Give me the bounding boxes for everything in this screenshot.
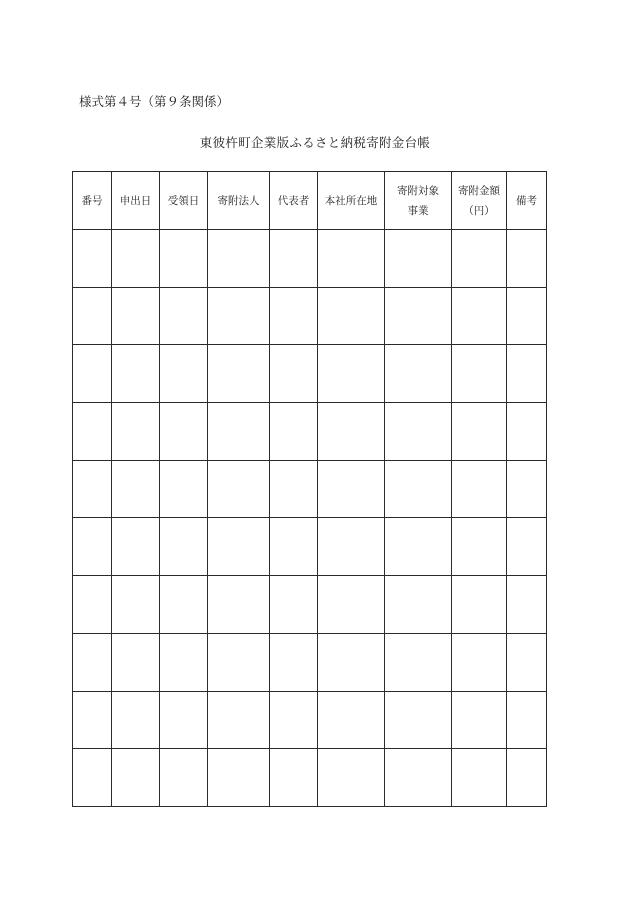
table-cell bbox=[208, 460, 270, 518]
table-cell bbox=[270, 576, 318, 634]
table-row bbox=[73, 576, 547, 634]
table-cell bbox=[507, 749, 547, 807]
column-header-label: 本社所在地 bbox=[324, 194, 378, 207]
table-cell bbox=[270, 230, 318, 288]
table-cell bbox=[208, 403, 270, 461]
table-row bbox=[73, 230, 547, 288]
column-header bbox=[270, 172, 318, 230]
table-cell bbox=[160, 230, 208, 288]
table-cell bbox=[452, 576, 507, 634]
table-cell bbox=[160, 633, 208, 691]
table-cell bbox=[208, 633, 270, 691]
table-cell bbox=[160, 460, 208, 518]
table-cell bbox=[73, 633, 112, 691]
table-cell bbox=[452, 403, 507, 461]
column-header bbox=[385, 172, 452, 230]
table-cell bbox=[318, 749, 385, 807]
table-cell bbox=[507, 230, 547, 288]
table-cell bbox=[318, 460, 385, 518]
table-cell bbox=[318, 633, 385, 691]
table-cell bbox=[270, 345, 318, 403]
table-cell bbox=[160, 691, 208, 749]
table-row bbox=[73, 345, 547, 403]
column-header-label: 寄附金額 bbox=[458, 184, 500, 197]
table-cell bbox=[385, 633, 452, 691]
table-cell bbox=[112, 633, 160, 691]
table-cell bbox=[385, 230, 452, 288]
table-cell bbox=[318, 403, 385, 461]
column-header-label: 番号 bbox=[81, 194, 103, 207]
table-row bbox=[73, 633, 547, 691]
table-cell bbox=[452, 749, 507, 807]
table-cell bbox=[112, 518, 160, 576]
table-cell bbox=[452, 633, 507, 691]
column-header-label: 備考 bbox=[516, 194, 537, 207]
table-cell bbox=[385, 691, 452, 749]
table-cell bbox=[160, 287, 208, 345]
table-cell bbox=[112, 403, 160, 461]
table-cell bbox=[385, 287, 452, 345]
table-cell bbox=[385, 576, 452, 634]
table-cell bbox=[73, 403, 112, 461]
table-cell bbox=[112, 287, 160, 345]
column-header-label: 申出日 bbox=[119, 194, 152, 207]
table-cell bbox=[160, 576, 208, 634]
table-cell bbox=[208, 345, 270, 403]
table-cell bbox=[318, 691, 385, 749]
table-cell bbox=[112, 345, 160, 403]
table-cell bbox=[208, 576, 270, 634]
table-cell bbox=[270, 460, 318, 518]
table-cell bbox=[452, 691, 507, 749]
table-row bbox=[73, 403, 547, 461]
page-title: 東彼杵町企業版ふるさと納税寄附金台帳 bbox=[199, 135, 431, 150]
table-cell bbox=[318, 345, 385, 403]
table-cell bbox=[270, 403, 318, 461]
column-header-label: 代表者 bbox=[277, 194, 310, 207]
table-cell bbox=[507, 403, 547, 461]
table-cell bbox=[385, 403, 452, 461]
table-cell bbox=[318, 518, 385, 576]
table-cell bbox=[270, 691, 318, 749]
table-cell bbox=[507, 460, 547, 518]
column-header bbox=[318, 172, 385, 230]
table-cell bbox=[73, 576, 112, 634]
table-cell bbox=[160, 749, 208, 807]
table-cell bbox=[318, 230, 385, 288]
table-cell bbox=[385, 345, 452, 403]
table-cell bbox=[318, 287, 385, 345]
form-number: 様式第４号（第９条関係） bbox=[79, 94, 230, 109]
table-cell bbox=[208, 749, 270, 807]
table-row bbox=[73, 749, 547, 807]
table-cell bbox=[112, 749, 160, 807]
table-cell bbox=[112, 230, 160, 288]
table-row bbox=[73, 518, 547, 576]
table-cell bbox=[73, 749, 112, 807]
table-cell bbox=[452, 287, 507, 345]
column-header bbox=[507, 172, 547, 230]
table-cell bbox=[160, 345, 208, 403]
table-header-row bbox=[73, 172, 547, 230]
column-header bbox=[112, 172, 160, 230]
table-row bbox=[73, 287, 547, 345]
table-cell bbox=[73, 287, 112, 345]
table-cell bbox=[452, 518, 507, 576]
table-cell bbox=[112, 691, 160, 749]
column-header bbox=[208, 172, 270, 230]
table-cell bbox=[160, 518, 208, 576]
table-cell bbox=[507, 576, 547, 634]
table-cell bbox=[73, 518, 112, 576]
column-header-label: 寄附対象 bbox=[397, 184, 439, 197]
column-header-label: 事業 bbox=[407, 204, 429, 217]
column-header bbox=[73, 172, 112, 230]
table-cell bbox=[507, 691, 547, 749]
table-cell bbox=[507, 287, 547, 345]
table-cell bbox=[208, 518, 270, 576]
column-header-label: （円） bbox=[463, 204, 495, 217]
table-cell bbox=[160, 403, 208, 461]
table-cell bbox=[112, 576, 160, 634]
table-cell bbox=[73, 691, 112, 749]
table-cell bbox=[208, 691, 270, 749]
column-header bbox=[452, 172, 507, 230]
table-cell bbox=[208, 287, 270, 345]
table-row bbox=[73, 460, 547, 518]
table-cell bbox=[452, 230, 507, 288]
table-cell bbox=[270, 287, 318, 345]
table-cell bbox=[208, 230, 270, 288]
table-row bbox=[73, 691, 547, 749]
table-cell bbox=[385, 518, 452, 576]
table-cell bbox=[270, 749, 318, 807]
table-cell bbox=[73, 345, 112, 403]
table-cell bbox=[507, 345, 547, 403]
column-header-label: 受領日 bbox=[167, 194, 200, 207]
table-cell bbox=[112, 460, 160, 518]
table-cell bbox=[270, 518, 318, 576]
table-cell bbox=[385, 749, 452, 807]
donation-ledger-table bbox=[72, 171, 547, 807]
table-cell bbox=[73, 230, 112, 288]
table-cell bbox=[452, 345, 507, 403]
table-cell bbox=[507, 518, 547, 576]
table-cell bbox=[452, 460, 507, 518]
table-cell bbox=[385, 460, 452, 518]
table-cell bbox=[73, 460, 112, 518]
table-body bbox=[73, 230, 547, 807]
column-header bbox=[160, 172, 208, 230]
table-cell bbox=[507, 633, 547, 691]
table-cell bbox=[318, 576, 385, 634]
table-cell bbox=[270, 633, 318, 691]
column-header-label: 寄附法人 bbox=[217, 194, 260, 207]
